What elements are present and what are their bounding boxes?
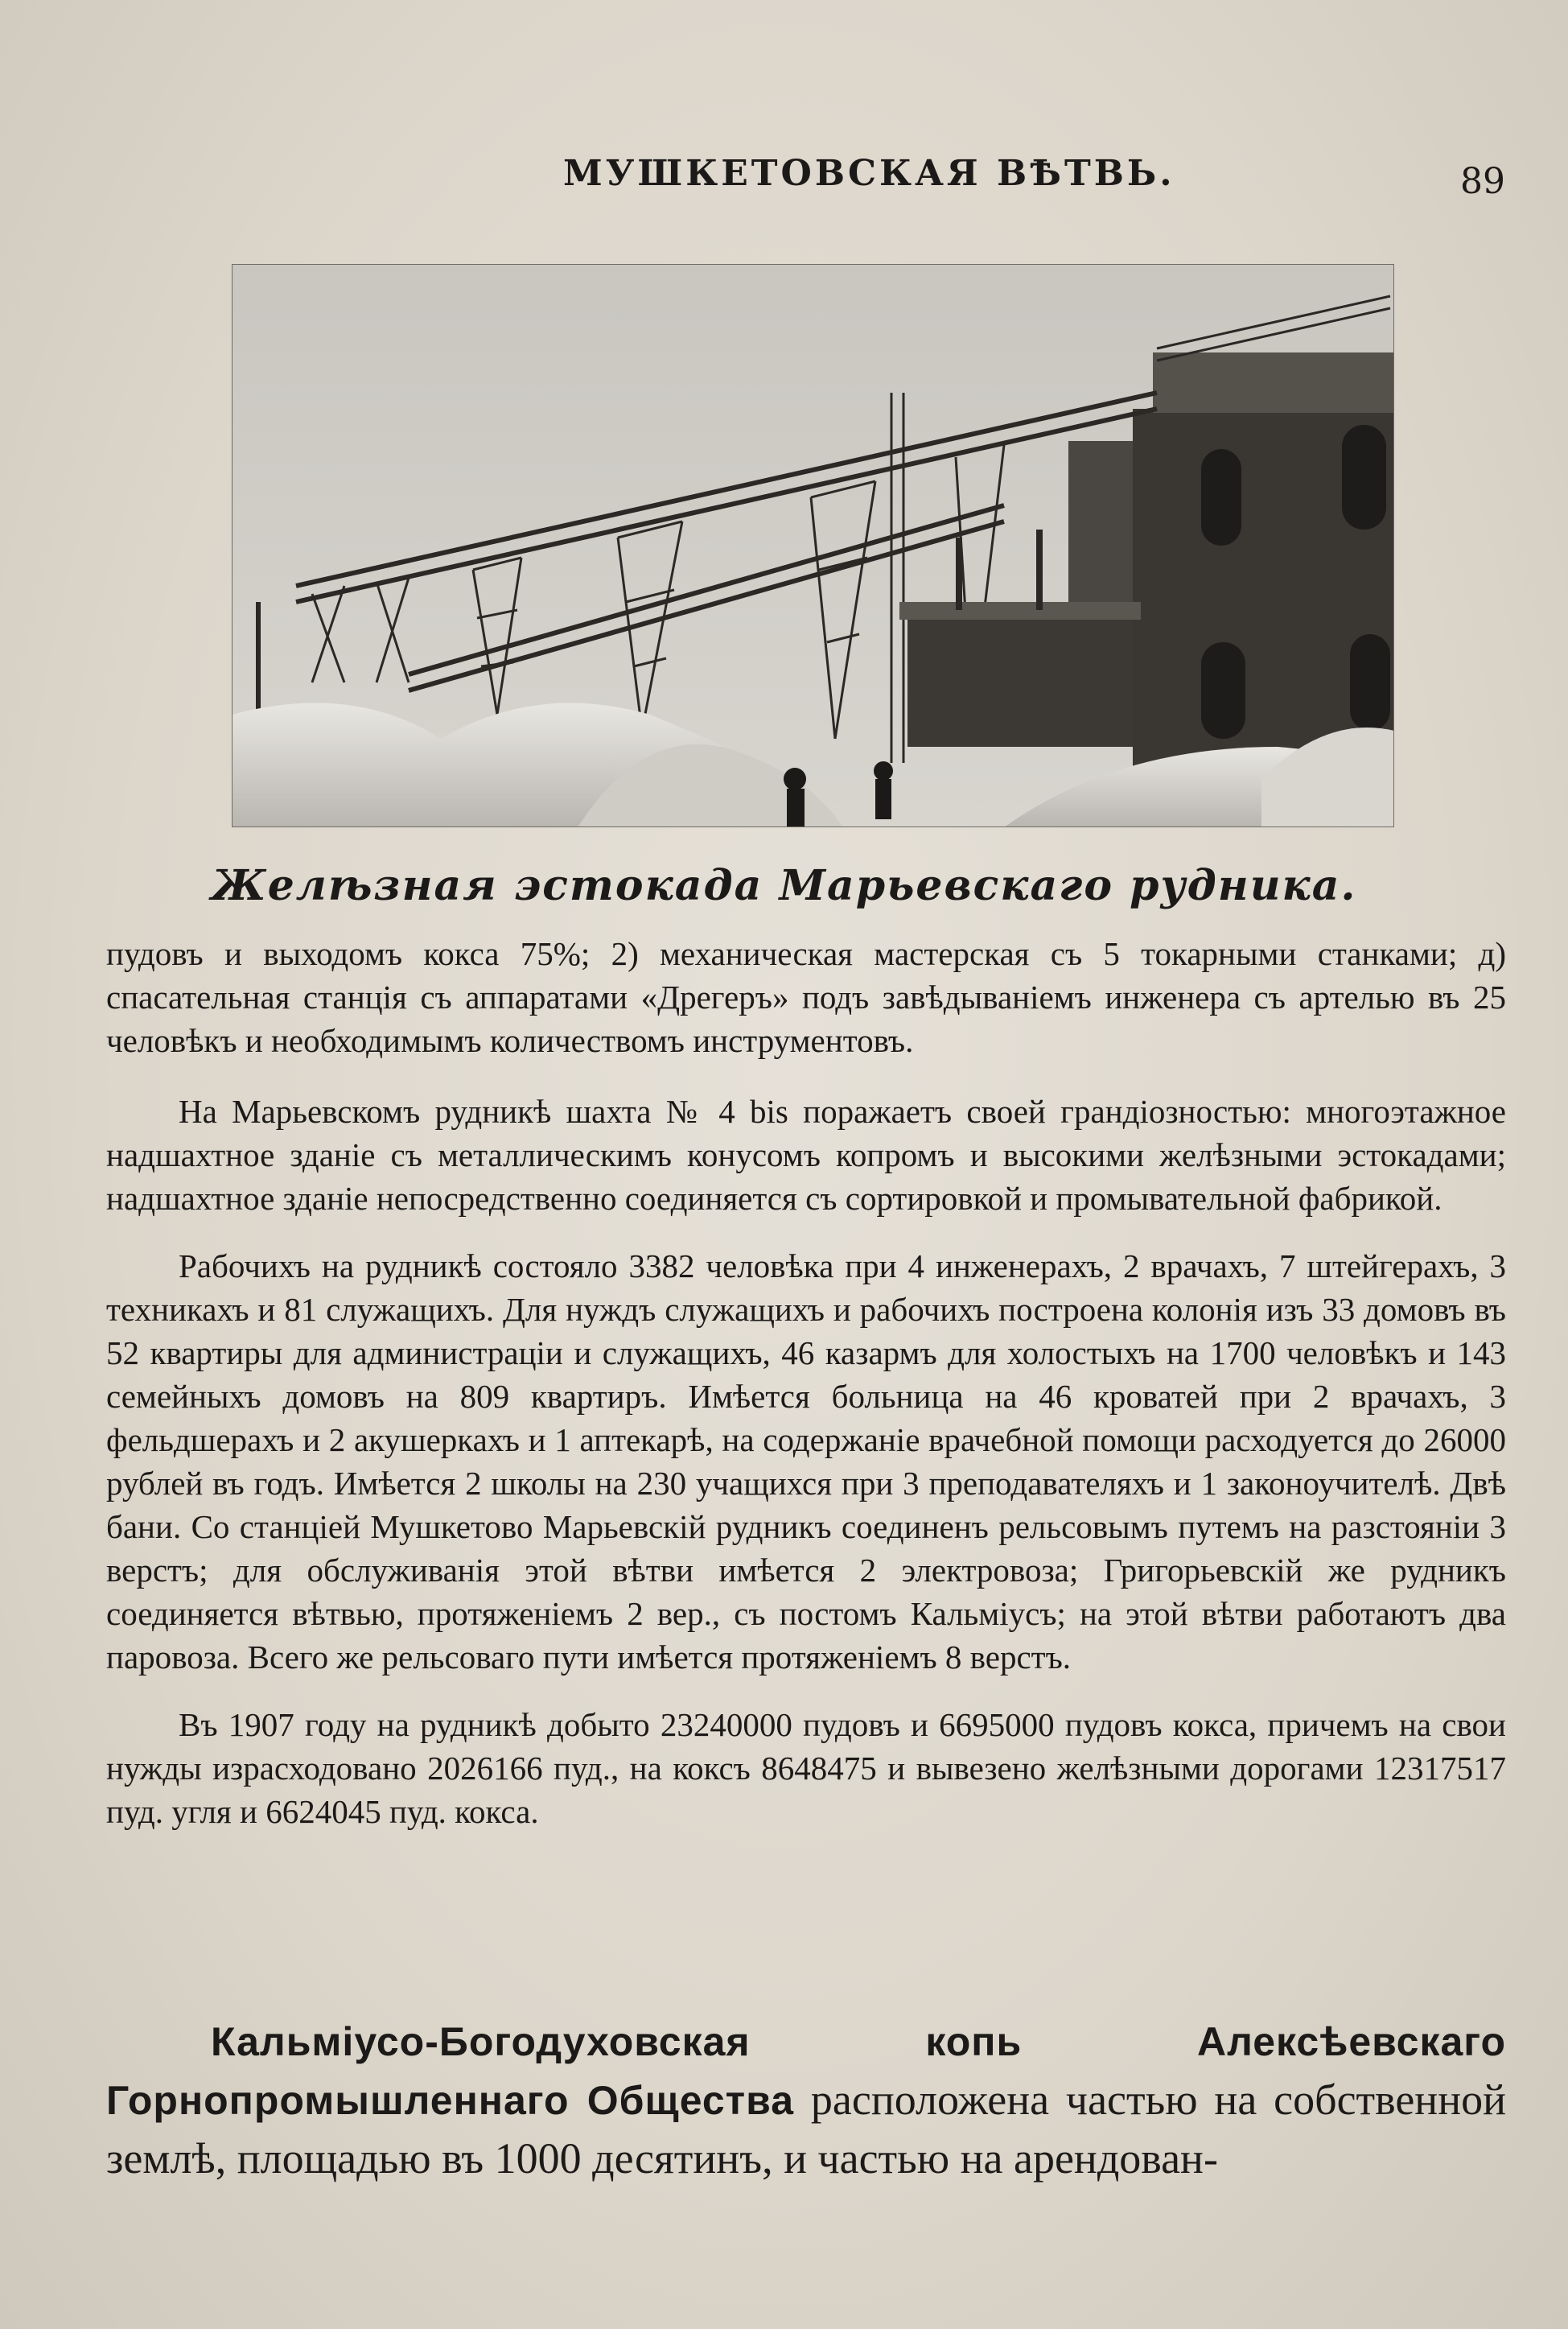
- body-text: [106, 932, 1506, 1857]
- trestle-photograph-image: [232, 264, 1394, 827]
- page-number: 89: [1460, 161, 1505, 202]
- paragraph-shaft: На Марьевскомъ рудникѣ шахта № 4 bis поражаетъ своей грандіозностью: многоэтажное надшахтное зданіе съ металлическимъ конусомъ копромъ и высокими желѣзными эстокадами; надшахтное зданіе непосредственно соединяется съ сортировкой и промывательной фабрикой.: [106, 1093, 1506, 1217]
- paragraph-continuation: пудовъ и выходомъ кокса 75%; 2) механическая мастерская съ 5 токарными станками; д) спасательная станція съ аппаратами «Дрегеръ» подъ завѣдываніемъ инженера съ артелью въ 25 человѣкъ и необходимымъ количествомъ инструментовъ.: [106, 935, 1506, 1059]
- trestle-photograph: [232, 264, 1394, 827]
- paragraph-workers: Рабочихъ на рудникѣ состояло 3382 человѣка при 4 инженерахъ, 2 врачахъ, 7 штейгерахъ, 3 техникахъ и 81 служащихъ. Для нуждъ служащихъ и рабочихъ построена колонія изъ 33 домовъ въ 52 квартиры для администраціи и служащихъ, 46 казармъ для холостыхъ на 1700 человѣкъ и 143 семейныхъ домовъ на 809 квартиръ. Имѣется больница на 46 кроватей при 2 врачахъ, 3 фельдшерахъ и 2 акушеркахъ и 1 аптекарѣ, на содержаніе врачебной помощи расходуется до 26000 рублей въ годъ. Имѣется 2 школы на 230 учащихся при 3 преподавателяхъ и 1 законоучителѣ. Двѣ бани. Со станціей Мушкетово Марьевскій рудникъ соединенъ рельсовымъ путемъ на разстояніи 3 верстъ; для обслуживанія этой вѣтви имѣется 2 электровоза; Григорьевскій же рудникъ соединяется вѣтвью, протяженіемъ 2 вер., съ постомъ Кальміусъ; на этой вѣтви работаютъ два паровоза. Всего же рельсоваго пути имѣется протяженіемъ 8 верстъ.: [106, 1247, 1506, 1676]
- section-kalmius-bogodukhov: [106, 2012, 1506, 2187]
- running-head: МУШКЕТОВСКАЯ ВѢТВЬ.: [563, 153, 1175, 194]
- figure-caption: Желѣзная эстокада Марьевскаго рудника.: [211, 861, 1357, 910]
- section-text: расположена частью на собственной землѣ, площадью въ 1000 десятинъ, и частью на арендован-: [106, 2075, 1506, 2183]
- paragraph-output-1907: Въ 1907 году на рудникѣ добыто 23240000 пудовъ и 6695000 пудовъ кокса, причемъ на свои нужды израсходовано 2026166 пуд., на коксъ 8648475 и вывезено желѣзными дорогами 12317517 пуд. угля и 6624045 пуд. кокса.: [106, 1706, 1506, 1830]
- section-lead: Кальміусо-Богодуховская копь Алексѣевскаго Горнопромышленнаго Общества: [106, 2019, 1506, 2123]
- section-paragraph: [106, 2012, 1506, 2187]
